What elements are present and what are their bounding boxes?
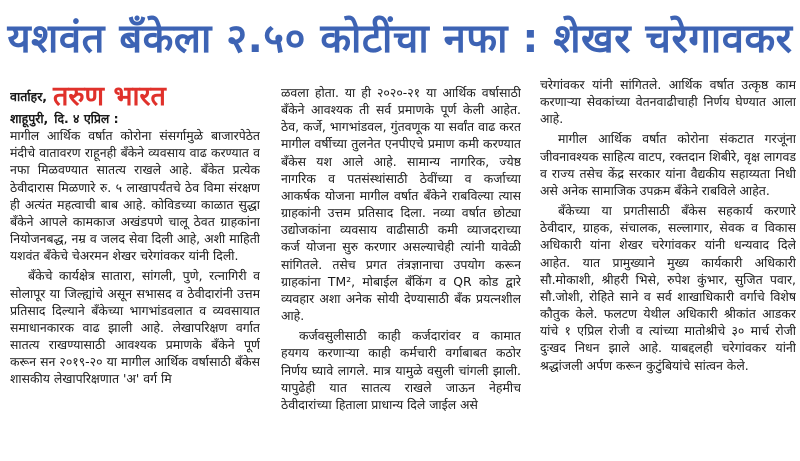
article-column-3 xyxy=(540,76,796,453)
paragraph: बँकेच्या या प्रगतीसाठी बँकेस सहकार्य करणारे ठेवीदार, ग्राहक, संचालक, सल्लागार, सेवक व विकास अधिकारी यांना शेखर चरेगांवकर यांनी धन्यवाद दिले आहेत. यात प्रामुख्याने मुख्य कार्यकारी अधिकारी सौ.मोकाशी, श्रीहरी भिसे, रुपेश कुंभार, सुजित पवार, सौ.जोशी, रोहिते साने व सर्व शाखाधिकारी वर्गाचे विशेष कौतुक केले. फलटण येथील अधिकारी श्रीकांत आडकर यांचे १ एप्रिल रोजी व त्यांच्या मातोश्रीचे ३० मार्च रोजी दुःखद निधन झाले आहे. याबद्दलही चरेगांवकर यांनी श्रद्धांजली अर्पण करून कुटुंबियांचे सांत्वन केले. xyxy=(540,203,796,373)
paragraph: चरेगांवकर यांनी सांगितले. आर्थिक वर्षात उत्कृष्ठ काम करणाऱ्या सेवकांच्या वेतनवाढीचाही निर्णय घेण्यात आला आहे. xyxy=(540,77,796,127)
dateline-place: शाहूपुरी, xyxy=(10,111,49,126)
byline xyxy=(10,84,260,110)
newspaper-masthead: तरुण भारत xyxy=(53,84,166,112)
paragraph: कर्जवसुलीसाठी काही कर्जदारांवर व कामात हयगय करणाऱ्या काही कर्मचारी वर्गाबाबत कठोर निर्णय घ्यावे लागले. मात्र यामुळे वसुली चांगली झाली. यापुढेही यात सातत्य राखले जाऊन नेहमीच ठेवीदारांच्या हिताला प्राधान्य दिले जाईल असे xyxy=(281,328,521,412)
article-column-1 xyxy=(10,84,260,461)
paragraph: बँकेचे कार्यक्षेत्र सातारा, सांगली, पुणे, रत्नागिरी व सोलापूर या जिल्ह्यांचे असून सभासद व ठेवीदारांनी उत्तम प्रतिसाद दिल्याने बँकेच्या भागभांडवलात व व्यवसायात समाधानकारक वाढ झाली आहे. लेखापरिक्षण वर्गात सातत्य राखण्यासाठी आवश्यक प्रमाणके बँकेने पूर्ण करून सन २०१९-२० या मागील आर्थिक वर्षासाठी बँकेस शासकीय लेखापरिक्षणात 'अ' वर्ग मि xyxy=(10,268,260,387)
byline-label: वार्ताहर, xyxy=(10,89,48,104)
paragraph: मागील आर्थिक वर्षात कोरोना संकटात गरजूंना जीवनावश्यक साहित्य वाटप, रक्तदान शिबीरे, वृक्ष लागवड व राज्य तसेच केंद्र सरकार यांना वैद्यकीय सहाय्यता निधी असे अनेक सामाजिक उपक्रम बँकेने राबविले आहेत. xyxy=(540,131,796,198)
paragraph: ळवला होता. या ही २०२०-२१ या आर्थिक वर्षासाठी बँकेने आवश्यक ती सर्व प्रमाणके पूर्ण केली आहेत. ठेव, कर्जे, भागभांडवल, गुंतवणूक या सर्वांत वाढ करत मागील वर्षीच्या तुलनेत एनपीएचे प्रमाण कमी करण्यात बँकेस यश आले आहे. सामान्य नागरिक, ज्येष्ठ नागरिक व पतसंस्थांसाठी ठेवींच्या व कर्जाच्या आकर्षक योजना मागील वर्षात बँकेने राबविल्या त्यास ग्राहकांनी उत्तम प्रतिसाद दिला. नव्या वर्षात छोट्या उद्योजकांना व्यवसाय वाढीसाठी कमी व्याजदराच्या कर्ज योजना सुरु करणार असल्याचेही त्यांनी यावेळी सांगितले. तसेच प्रगत तंत्रज्ञानाचा उपयोग करून ग्राहकांना TM², मोबाईल बँकिंग व QR कोड द्वारे व्यवहार अशा अनेक सोयी देण्यासाठी बँक प्रयत्नशील आहे. xyxy=(281,85,521,324)
dateline xyxy=(10,110,260,127)
dateline-date: दि. ४ एप्रिल : xyxy=(54,111,119,126)
article-column-2 xyxy=(281,84,521,461)
headline: यशवंत बँकेला २.५० कोटींचा नफा : शेखर चरेगावकर xyxy=(7,16,793,62)
paragraph: मागील आर्थिक वर्षात कोरोना संसर्गामुळे बाजारपेठेत मंदीचे वातावरण राहूनही बँकेने व्यवसाय वाढ करण्यात व नफा मिळवण्यात सातत्य राखले आहे. बँकेत प्रत्येक ठेवीदारास मिळणारे रु. ५ लाखापर्यंतचे ठेव विमा संरक्षण ही अत्यंत महत्वाची बाब आहे. कोविडच्या काळात सुद्धा बँकेने आपले कामकाज अखंडपणे चालू ठेवत ग्राहकांना नियोजनबद्ध, नम्र व जलद सेवा दिली आहे, अशी माहिती यशवंत बँकेचे चेअरमन शेखर चरेगांवकर यांनी दिली. xyxy=(10,128,260,264)
